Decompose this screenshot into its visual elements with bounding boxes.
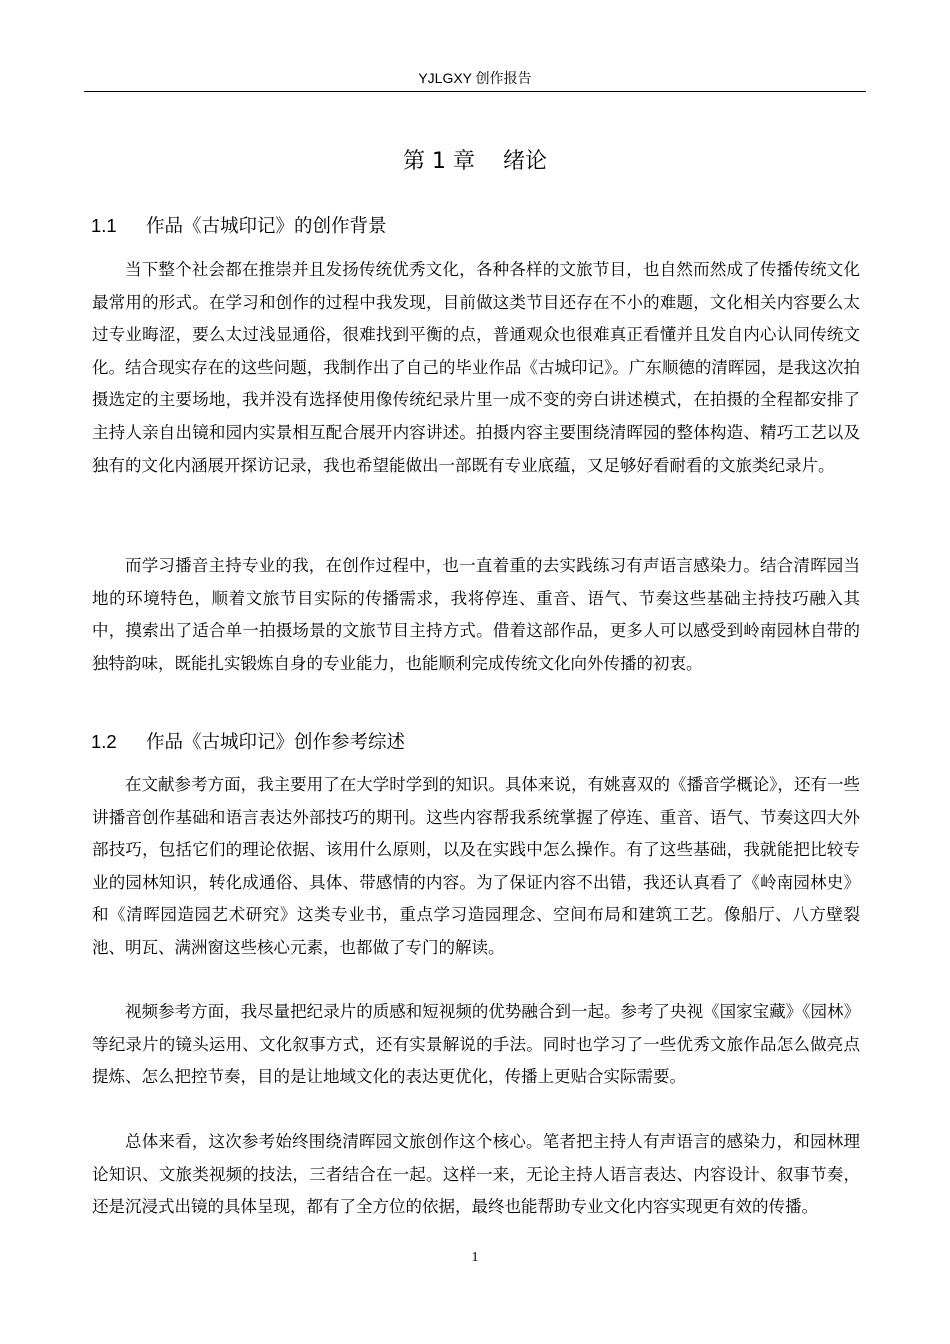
paragraph: 当下整个社会都在推崇并且发扬传统优秀文化，各种各样的文旅节目，也自然而然成了传播传统文化最常用的形式。在学习和创作的过程中我发现，目前做这类节目还存在不小的难题，文化相关内容要么太过专业晦涩，要么太过浅显通俗，很难找到平衡的点，普通观众也很难真正看懂并且发自内心认同传统文化。结合现实存在的这些问题，我制作出了自己的毕业作品《古城印记》。广东顺德的清晖园，是我这次拍摄选定的主要场地，我并没有选择使用像传统纪录片里一成不变的旁白讲述模式，在拍摄的全程都安排了主持人亲自出镜和园内实景相互配合展开内容讲述。拍摄内容主要围绕清晖园的整体构造、精巧工艺以及独有的文化内涵展开探访记录，我也希望能做出一部既有专业底蕴，又足够好看耐看的文旅类纪录片。 [92,260,860,475]
chapter-title: 第 1 章 绪论 [403,149,547,174]
section-heading-1-2 [91,728,871,757]
section-number: 1.1 [91,215,117,236]
paragraph: 而学习播音主持专业的我，在创作过程中，也一直着重的去实践练习有声语言感染力。结合清晖园当地的环境特色，顺着文旅节目实际的传播需求，我将停连、重音、语气、节奏这些基础主持技巧融入其中，摸索出了适合单一拍摄场景的文旅节目主持方式。借着这部作品，更多人可以感受到岭南园林自带的独特韵味，既能扎实锻炼自身的专业能力，也能顺利完成传统文化向外传播的初衷。 [92,556,860,673]
paragraph: 总体来看，这次参考始终围绕清晖园文旅创作这个核心。笔者把主持人有声语言的感染力，和园林理论知识、文旅类视频的技法，三者结合在一起。这样一来，无论主持人语言表达、内容设计、叙事节奏，还是沉浸式出镜的具体呈现，都有了全方位的依据，最终也能帮助专业文化内容实现更有效的传播。 [92,1132,860,1217]
header-rule [84,91,866,92]
paragraph: 在文献参考方面，我主要用了在大学时学到的知识。具体来说，有姚喜双的《播音学概论》，还有一些讲播音创作基础和语言表达外部技巧的期刊。这些内容帮我系统掌握了停连、重音、语气、节奏这四大外部技巧，包括它们的理论依据、该用什么原则，以及在实践中怎么操作。有了这些基础，我就能把比较专业的园林知识，转化成通俗、具体、带感情的内容。为了保证内容不出错，我还认真看了《岭南园林史》和《清晖园造园艺术研究》这类专业书，重点学习造园理念、空间布局和建筑工艺。像船厅、八方壁裂池、明瓦、满洲窗这些核心元素，也都做了专门的解读。 [92,775,860,957]
page-number: 1 [471,1250,479,1265]
section-title: 作品《古城印记》的创作背景 [146,216,387,237]
section-heading-1-1 [91,212,871,241]
section-number: 1.2 [91,731,117,752]
running-header: YJLGXY 创作报告 [418,70,532,86]
paragraph: 视频参考方面，我尽量把纪录片的质感和短视频的优势融合到一起。参考了央视《国家宝藏》《园林》等纪录片的镜头运用、文化叙事方式，还有实景解说的手法。同时也学习了一些优秀文旅作品怎么做亮点提炼、怎么把控节奏，目的是让地域文化的表达更优化，传播上更贴合实际需要。 [92,1002,860,1087]
section-title: 作品《古城印记》创作参考综述 [146,732,406,753]
